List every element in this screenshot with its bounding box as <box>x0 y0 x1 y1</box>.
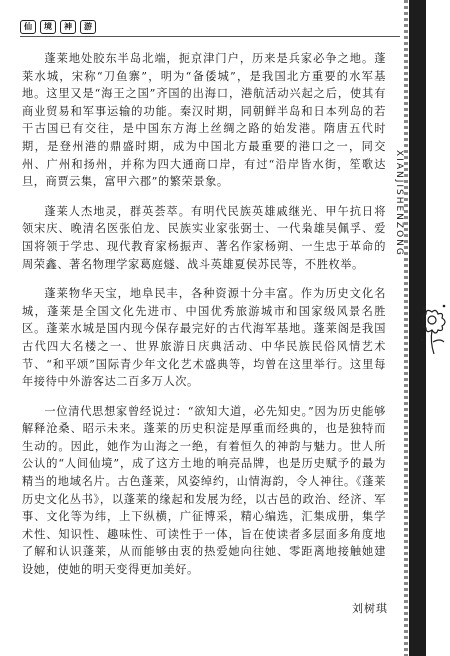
side-pinyin-label: XIANJISHENZONG <box>394 150 404 257</box>
header-char: 境 <box>40 20 56 34</box>
paragraph: 蓬莱人杰地灵，群英荟萃。有明代民族英雄戚继光、甲午抗日将领宋庆、晚清名医张伯龙、民族实业家张弼士、一代枭雄吴佩孚、爱国将领于学忠、现代教育家杨振声、著名作家杨朔、一生忠于革命的周荣鑫、著名物理学家葛庭燧、战斗英雄夏侯苏民等，不胜枚举。 <box>22 204 386 271</box>
side-dotted-strip <box>404 0 408 656</box>
body-text <box>22 50 386 591</box>
header-rule <box>20 36 400 37</box>
flower-ornament-icon <box>418 300 450 360</box>
header-char: 游 <box>80 20 96 34</box>
header-char: 仙 <box>20 20 36 34</box>
header-char: 神 <box>60 20 76 34</box>
header-title-badge <box>20 20 96 34</box>
running-header <box>20 12 380 38</box>
author-signature: 刘树琪 <box>352 602 388 615</box>
paragraph: 蓬莱物华天宝，地阜民丰，各种资源十分丰富。作为历史文化名城，蓬莱是全国文化先进市、中国优秀旅游城市和国家级风景名胜区。蓬莱水城是国内现今保存最完好的古代海军基地。蓬莱阁是我国古代四大名楼之一、世界旅游日庆典活动、中华民族民俗风情艺术节、“和平颂”国际青少年文化艺术盛典等，均曾在这里举行。这里每年接待中外游客达二百多万人次。 <box>22 287 386 389</box>
paragraph: 一位清代思想家曾经说过：“欲知大道，必先知史。”因为历史能够解释沧桑、昭示未来。蓬莱的历史积淀是厚重而经典的，也是独特而生动的。因此，她作为山海之一绝，有着恒久的神韵与魅力。世人所公认的“人间仙境”，成了这方土地的响亮品牌，也是历史赋予的最为精当的地域名片。古色蓬莱，风姿绰约，山情海韵，令人神往。《蓬莱历史文化丛书》，以蓬莱的缘起和发展为经，以古邑的政治、经济、军事、文化等为纬，上下纵横，广征博采，精心编选，汇集成册，集学术性、知识性、趣味性、可读性于一体，旨在使读者多层面多角度地了解和认识蓬莱，从而能够由衷的热爱她向往她、零距离地接触她建设她，使她的明天变得更加美好。 <box>22 404 386 577</box>
paragraph: 蓬莱地处胶东半岛北端，扼京津门户，历来是兵家必争之地。蓬莱水城，宋称“刀鱼寨”，明为“备倭城”，是我国北方重要的水军基地。这里又是“海王之国”齐国的出海口，港航活动兴起之后，使其有商业贸易和军事运输的功能。秦汉时期，同朝鲜半岛和日本列岛的若干古国已有交往，是中国东方海上丝绸之路的始发港。隋唐五代时期，是登州港的鼎盛时期，成为中国北方最重要的港口之一，同交州、广州和扬州，并称为四大通商口岸，有过“沿岸皆水街，笙歌达旦，商贾云集，富甲六郡”的繁荣景象。 <box>22 52 386 189</box>
